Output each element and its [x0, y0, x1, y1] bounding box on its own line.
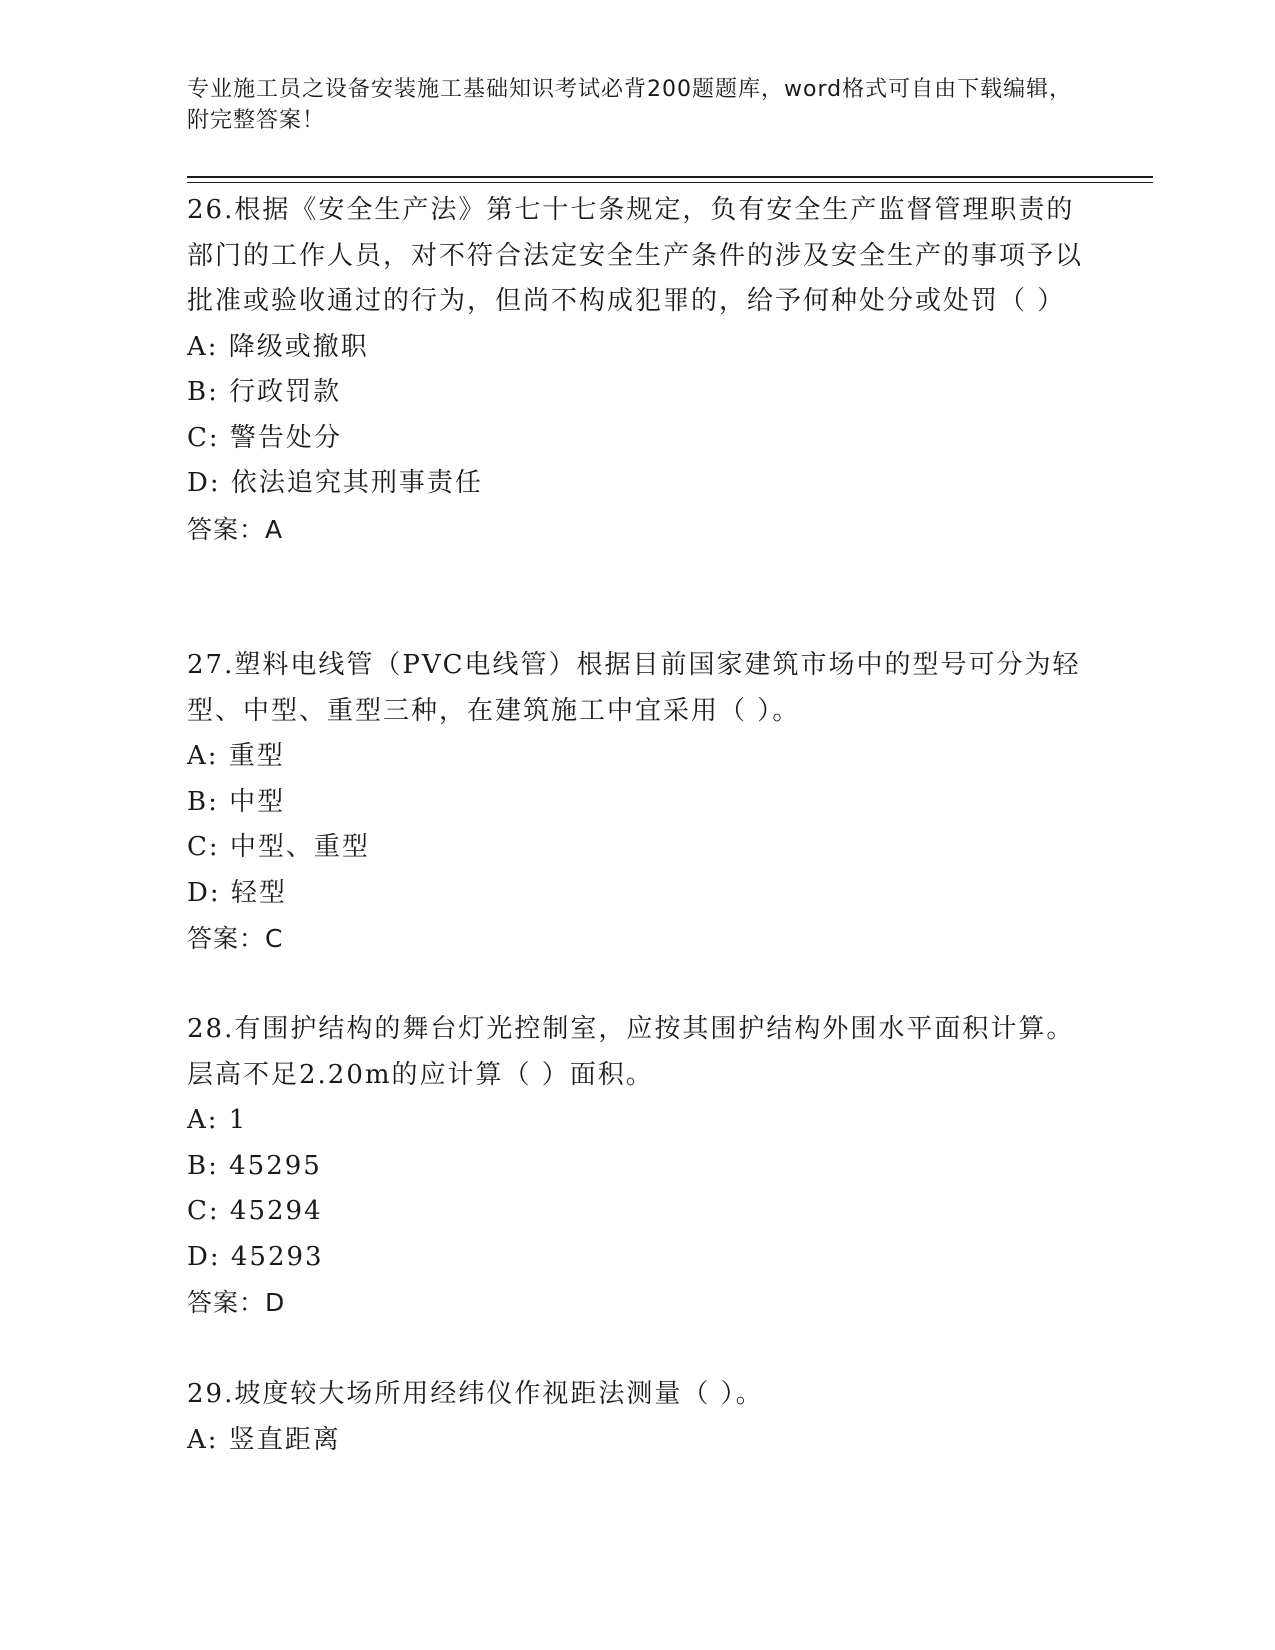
option-a: A: 重型	[187, 741, 285, 771]
question-29	[187, 1372, 1087, 1463]
option-c: C: 警告处分	[187, 422, 342, 453]
option-c: C: 中型、重型	[187, 832, 370, 862]
option-b: B: 行政罚款	[187, 377, 342, 407]
option-b: B: 中型	[187, 786, 286, 817]
option-c: C: 45294	[187, 1196, 323, 1226]
answer-line: 答案：C	[187, 924, 284, 953]
option-a: A: 降级或撤职	[187, 331, 369, 362]
question-26	[187, 188, 1087, 552]
option-a: A: 竖直距离	[187, 1424, 341, 1455]
question-27	[187, 643, 1087, 962]
answer-line: 答案：A	[187, 514, 284, 544]
option-d: D: 依法追究其刑事责任	[187, 468, 483, 498]
option-d: D: 45293	[187, 1241, 324, 1272]
option-d: D: 轻型	[187, 877, 287, 908]
question-28	[187, 1007, 1087, 1326]
question-stem: 27.塑料电线管（PVC电线管）根据目前国家建筑市场中的型号可分为轻型、中型、重型三种，在建筑施工中宜采用（ ）。	[187, 650, 1081, 726]
document-header	[187, 74, 1087, 136]
option-b: B: 45295	[187, 1150, 322, 1181]
question-stem: 28.有围护结构的舞台灯光控制室，应按其围护结构外围水平面积计算。层高不足2.20m的应计算（ ）面积。	[187, 1014, 1075, 1090]
question-stem: 29.坡度较大场所用经纬仪作视距法测量（ ）。	[187, 1379, 764, 1409]
header-title: 专业施工员之设备安装施工基础知识考试必背200题题库，word格式可自由下载编辑，附完整答案！	[187, 77, 1073, 133]
header-divider-thin	[187, 182, 1153, 183]
answer-line: 答案：D	[187, 1288, 286, 1317]
option-a: A: 1	[187, 1105, 248, 1135]
header-divider-thick	[187, 176, 1153, 178]
question-stem: 26.根据《安全生产法》第七十七条规定，负有安全生产监督管理职责的部门的工作人员，对不符合法定安全生产条件的涉及安全生产的事项予以批准或验收通过的行为，但尚不构成犯罪的，给予何种处分或处罚（ ）	[187, 195, 1084, 316]
